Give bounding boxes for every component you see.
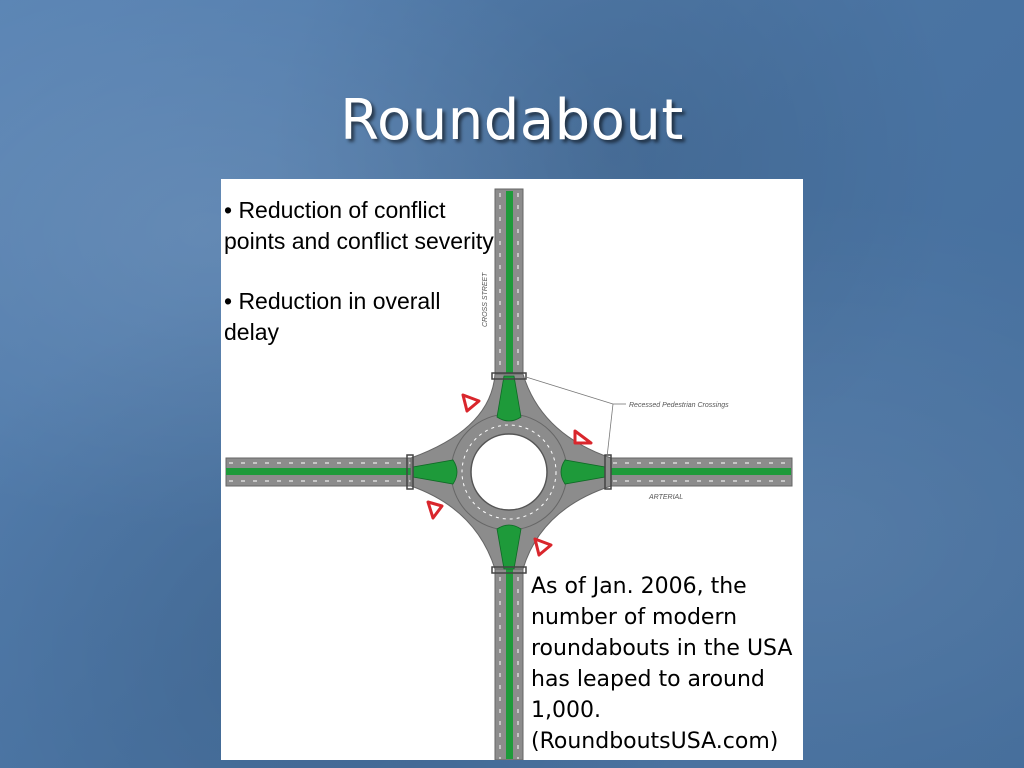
cross-street-label: CROSS STREET xyxy=(482,272,489,327)
yield-sign-icon xyxy=(575,431,591,443)
bullet-item: • Reduction in overall delay xyxy=(224,288,441,345)
arterial-label: ARTERIAL xyxy=(649,494,684,501)
central-island xyxy=(471,434,547,510)
yield-sign-icon xyxy=(535,539,551,555)
note-text: As of Jan. 2006, the number of modern roundabouts in the USA has leaped to around 1,000. (RoundboutsUSA.com) xyxy=(531,574,793,754)
slide-title: Roundabout xyxy=(340,88,684,153)
bullet-list xyxy=(224,195,494,377)
yield-sign-icon xyxy=(463,395,479,411)
yield-sign-icon xyxy=(428,502,442,518)
bullet-item: • Reduction of conflict points and conflict severity xyxy=(224,197,494,254)
crossings-label: Recessed Pedestrian Crossings xyxy=(629,402,729,409)
